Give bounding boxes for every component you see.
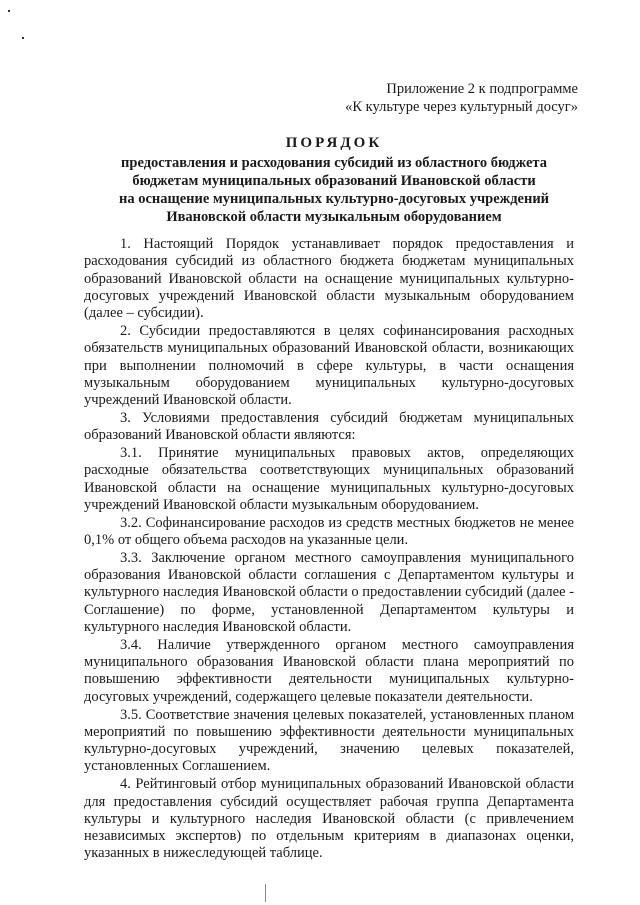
- title-heading: ПОРЯДОК: [285, 135, 383, 151]
- paragraph-3: 3. Условиями предоставления субсидий бюджетам муниципальных образований Ивановской области являются:: [84, 409, 574, 444]
- scan-artifact-line: [265, 884, 266, 902]
- paragraph-3-2: 3.2. Софинансирование расходов из средств местных бюджетов не менее 0,1% от общего объема расходов на указанные цели.: [84, 514, 574, 549]
- title-line-3: на оснащение муниципальных культурно-досуговых учреждений: [118, 191, 550, 207]
- title-line-2: бюджетам муниципальных образований Ивановской области: [132, 173, 536, 189]
- title-line-1: предоставления и расходования субсидий из областного бюджета: [121, 155, 547, 171]
- paragraph-3-5: 3.5. Соответствие значения целевых показателей, установленных планом мероприятий по повышению эффективности деятельности муниципальных культурно-досуговых учреждений, значению целевых показателей, установленных Соглашением.: [84, 706, 574, 775]
- paragraph-1: 1. Настоящий Порядок устанавливает порядок предоставления и расходования субсидий из областного бюджета бюджетам муниципальных образований Ивановской области на оснащение муниципальных культурно-досуговых учреждений Ивановской области музыкальным оборудованием (далее – субсидии).: [84, 236, 574, 322]
- appendix-line-1: Приложение 2 к подпрограмме: [386, 81, 578, 97]
- document-body: [84, 236, 574, 863]
- appendix-line-2: «К культуре через культурный досуг»: [345, 99, 578, 115]
- paragraph-4: 4. Рейтинговый отбор муниципальных образований Ивановской области для предоставления субсидий осуществляет рабочая группа Департамента культуры и культурного наследия Ивановской области (с привлечением независимых экспертов) по отдельным критериям в диапазонах оценки, указанных в нижеследующей таблице.: [84, 776, 574, 862]
- scan-speck: [8, 10, 10, 12]
- paragraph-3-4: 3.4. Наличие утвержденного органом местного самоуправления муниципального образования Ивановской области плана мероприятий по повышению эффективности деятельности муниципальных культурно-досуговых учреждений, содержащего целевые показатели деятельности.: [84, 636, 574, 705]
- paragraph-2: 2. Субсидии предоставляются в целях софинансирования расходных обязательств муниципальных образований Ивановской области, возникающих при выполнении полномочий в сфере культуры, в части оснащения музыкальным оборудованием муниципальных культурно-досуговых учреждений Ивановской области.: [84, 322, 574, 409]
- title-line-4: Ивановской области музыкальным оборудованием: [166, 209, 502, 225]
- scan-speck: [22, 37, 24, 39]
- document-title: [84, 134, 584, 226]
- paragraph-3-1: 3.1. Принятие муниципальных правовых актов, определяющих расходные обязательства соответствующих муниципальных образований Ивановской области на оснащение муниципальных культурно-досуговых учреждений Ивановской области музыкальным оборудованием.: [84, 445, 574, 513]
- appendix-header: [345, 80, 578, 116]
- paragraph-3-3: 3.3. Заключение органом местного самоуправления муниципального образования Ивановской области соглашения с Департаментом культуры и культурного наследия Ивановской области о предоставлении субсидий (далее - Соглашение) по форме, установленной Департаментом культуры и культурного наследия Ивановской области.: [84, 549, 574, 636]
